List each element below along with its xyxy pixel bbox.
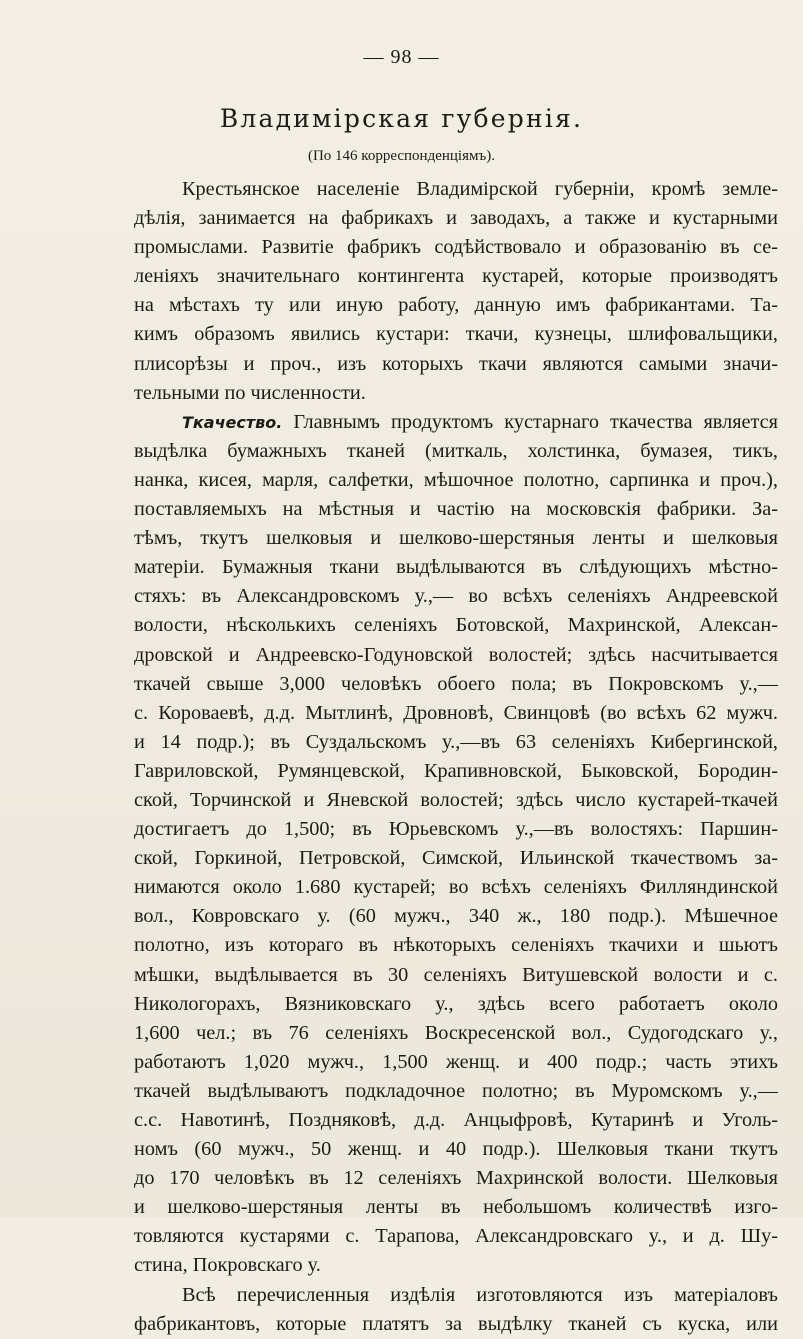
text-line: и шелково-шерстяныя ленты въ небольшомъ количествѣ изго- xyxy=(134,1196,778,1219)
text-line: тѣмъ, ткутъ шелковыя и шелково-шерстяныя ленты и шелковыя xyxy=(134,527,778,550)
section-title: Владимірская губернія. xyxy=(219,104,584,133)
text-line: с.с. Навотинѣ, Поздняковѣ, д.д. Анцыфровѣ, Кутаринѣ и Уголь- xyxy=(134,1109,778,1131)
text-line: тельными по численности. xyxy=(134,381,366,404)
text-line-rest: Главнымъ продуктомъ кустарнаго ткачества является xyxy=(293,410,778,433)
text-line: нимаются около 1.680 кустарей; во всѣхъ селеніяхъ Филляндинской xyxy=(134,876,778,899)
body-text xyxy=(134,175,778,1339)
text-line: фабрикантовъ, которые платятъ за выдѣлку тканей съ куска, или xyxy=(134,1312,778,1335)
text-line: стина, Покровскаго у. xyxy=(134,1254,321,1277)
text-line: Гавриловской, Румянцевской, Крапивновской, Быковской, Бородин- xyxy=(134,759,778,782)
text-line: нанка, кисея, марля, салфетки, мѣшочное полотно, сарпинка и проч.), xyxy=(134,468,778,491)
text-line: ткачей свыше 3,000 человѣкъ обоего пола; въ Покровскомъ у.,— xyxy=(134,672,778,695)
paragraph-heading: Ткачество. xyxy=(182,412,283,432)
text-line: леніяхъ значительнаго контингента кустарей, которые производятъ xyxy=(134,265,778,288)
text-line: 1,600 чел.; въ 76 селеніяхъ Воскресенской вол., Судогодскаго у., xyxy=(134,1021,778,1044)
text-line: и 14 подр.); въ Суздальскомъ у.,—въ 63 селеніяхъ Кибергинской, xyxy=(134,730,778,753)
text-line xyxy=(134,408,778,437)
text-line: полотно, изъ котораго въ нѣкоторыхъ селеніяхъ ткачихи и шьютъ xyxy=(134,934,778,957)
text-line: выдѣлка бумажныхъ тканей (миткаль, холстинка, бумазея, тикъ, xyxy=(134,439,778,462)
text-line: Крестьянское населеніе Владимірской губерніи, кромѣ земле- xyxy=(182,178,778,200)
text-line: работаютъ 1,020 мужч., 1,500 женщ. и 400 подр.; часть этихъ xyxy=(134,1050,778,1073)
text-line: вол., Ковровскаго у. (60 мужч., 340 ж., 180 подр.). Мѣшечное xyxy=(134,905,778,928)
text-line: достигаетъ до 1,500; въ Юрьевскомъ у.,—въ волостяхъ: Паршин- xyxy=(134,818,778,841)
text-line: волости, нѣсколькихъ селеніяхъ Ботовской, Махринской, Алексан- xyxy=(134,614,778,637)
text-line: матеріи. Бумажныя ткани выдѣлываются въ слѣдующихъ мѣстно- xyxy=(134,556,778,579)
text-line: поставляемыхъ на мѣстныя и частію на московскія фабрики. За- xyxy=(134,498,778,521)
text-line: дровской и Андреевско-Годуновской волостей; здѣсь насчитывается xyxy=(134,643,778,666)
text-line: плисорѣзы и проч., изъ которыхъ ткачи являются самыми значи- xyxy=(134,352,778,375)
text-line: ткачей выдѣлываютъ подкладочное полотно; въ Муромскомъ у.,— xyxy=(134,1079,778,1102)
text-line: дѣлія, занимается на фабрикахъ и заводахъ, а также и кустарными xyxy=(134,207,778,230)
text-line: ской, Торчинской и Яневской волостей; здѣсь число кустарей-ткачей xyxy=(134,788,778,811)
section-subtitle: (По 146 корреспонденціямъ). xyxy=(307,148,495,164)
text-line: мѣшки, выдѣлывается въ 30 селеніяхъ Витушевской волости и с. xyxy=(134,963,778,986)
text-line: на мѣстахъ ту или иную работу, данную имъ фабрикантами. Та- xyxy=(134,294,778,317)
text-line: товляются кустарями с. Тарапова, Александровскаго у., и д. Шу- xyxy=(134,1225,778,1248)
text-line: до 170 человѣкъ въ 12 селеніяхъ Махринской волости. Шелковыя xyxy=(134,1167,778,1190)
text-line: кимъ образомъ явились кустари: ткачи, кузнецы, шлифовальщики, xyxy=(134,323,778,346)
text-line: стяхъ: въ Александровскомъ у.,— во всѣхъ селеніяхъ Андреевской xyxy=(134,585,778,608)
text-line: с. Короваевѣ, д.д. Мытлинѣ, Дровновѣ, Свинцовѣ (во всѣхъ 62 мужч. xyxy=(134,701,778,724)
text-line: промыслами. Развитіе фабрикъ содѣйствовало и образованію въ се- xyxy=(134,236,778,259)
text-line: Никологорахъ, Вязниковскаго у., здѣсь всего работаетъ около xyxy=(134,992,778,1015)
text-line: ской, Горкиной, Петровской, Симской, Ильинской ткачествомъ за- xyxy=(134,847,778,870)
text-line: номъ (60 мужч., 50 женщ. и 40 подр.). Шелковыя ткани ткутъ xyxy=(134,1138,778,1161)
page-number: — 98 — xyxy=(363,46,440,68)
text-line: Всѣ перечисленныя издѣлія изготовляются изъ матеріаловъ xyxy=(182,1283,778,1306)
